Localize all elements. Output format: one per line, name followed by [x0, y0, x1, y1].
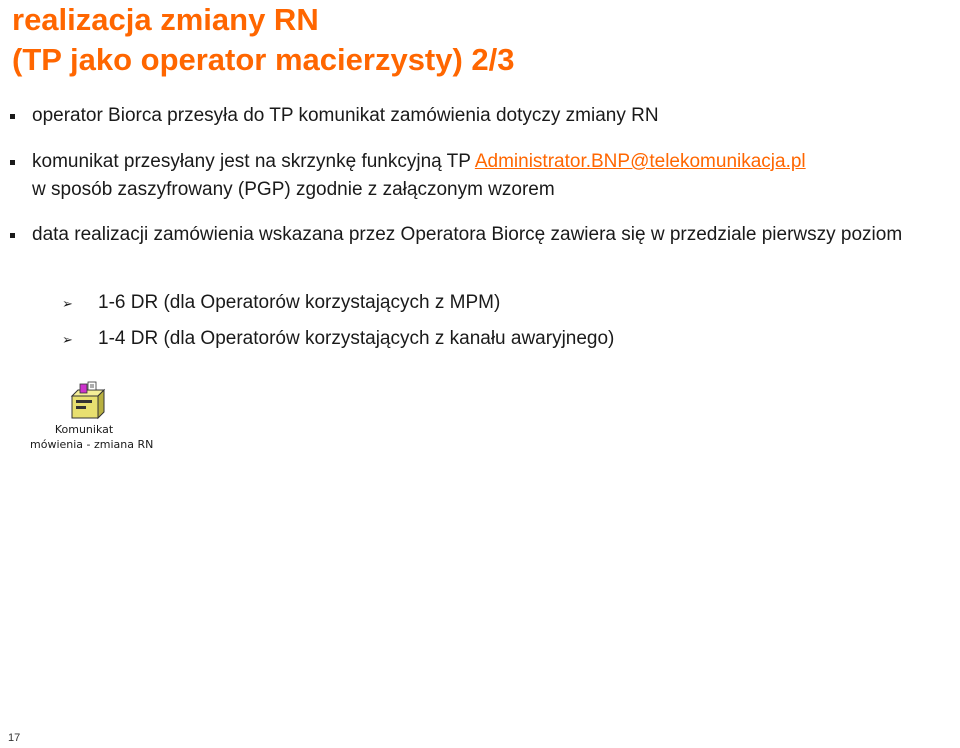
bullet-text: data realizacji zamówienia wskazana przez Operatora Biorcę zawiera się w przedziale pierwszy poziom — [32, 224, 903, 245]
bullet-text-before-link: komunikat przesyłany jest na skrzynkę funkcyjną TP — [32, 151, 475, 172]
sub-bullet-text: 1-6 DR (dla Operatorów korzystających z MPM) — [98, 292, 501, 313]
bullet-text-after-link: w sposób zaszyfrowany (PGP) zgodnie z załączonym wzorem — [32, 179, 555, 200]
bullet-item-3 — [10, 221, 955, 249]
slide-title — [12, 0, 515, 80]
slide-title-line-1: realizacja zmiany RN — [12, 2, 319, 37]
sub-bullet-text: 1-4 DR (dla Operatorów korzystających z kanału awaryjnego) — [98, 328, 615, 349]
arrow-bullet-icon: ➢ — [62, 296, 73, 311]
sub-bullet-item-2 — [62, 325, 614, 354]
page-number: 17 — [8, 732, 21, 744]
package-icon[interactable] — [66, 382, 104, 420]
bullet-text: operator Biorca przesyła do TP komunikat zamówienia dotyczy zmiany RN — [32, 105, 659, 126]
square-bullet-icon — [10, 160, 15, 165]
bullet-item-2 — [10, 148, 955, 204]
attachment-object[interactable] — [30, 382, 154, 454]
attachment-caption-line-2: mówienia - zmiana RN — [30, 438, 154, 451]
arrow-bullet-icon: ➢ — [62, 332, 73, 347]
sub-bullet-item-1 — [62, 289, 500, 318]
square-bullet-icon — [10, 114, 15, 119]
email-link[interactable]: Administrator.BNP@telekomunikacja.pl — [474, 151, 806, 172]
square-bullet-icon — [10, 233, 15, 238]
attachment-caption-line-1: Komunikat — [54, 423, 114, 436]
bullet-item-1 — [10, 102, 955, 130]
attachment-caption — [30, 422, 154, 452]
bullet-text — [10, 148, 955, 204]
slide-title-line-2: (TP jako operator macierzysty) 2/3 — [12, 42, 515, 77]
